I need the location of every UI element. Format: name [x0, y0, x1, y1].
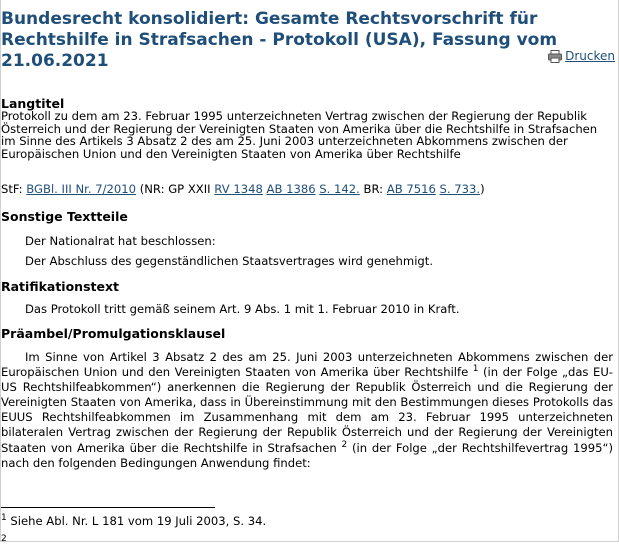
footnote-2	[1, 536, 613, 549]
langtitel-heading: Langtitel	[1, 96, 65, 111]
sonstige-heading: Sonstige Textteile	[1, 209, 128, 224]
rv-link[interactable]: RV 1348	[214, 182, 263, 196]
s-142-link[interactable]: S. 142.	[319, 182, 360, 196]
close-paren: )	[480, 182, 485, 196]
printer-icon	[548, 50, 562, 63]
br-text: BR:	[359, 182, 387, 196]
stf-prefix: StF:	[1, 182, 27, 196]
langtitel-text: Protokoll zu dem am 23. Februar 1995 unterzeichneten Vertrag zwischen der Regierung der Republik Österreich und der Regierung der Vereinigten Staaten von Amerika über die Rechtshilfe in Strafsachen im Sinne des Artikels 3 Absatz 2 des am 25. Juni 2003 unterzeichneten Abkommens zwischen der Europäischen Union und den Vereinigten Staaten von Amerika über Rechtshilfe	[1, 109, 598, 162]
footnote-1-text: Siehe Abl. Nr. L 181 vom 19 Juli 2003, S. 34.	[6, 514, 267, 528]
footnote-2-number: 2	[1, 534, 7, 545]
praeambel-paragraph	[1, 350, 613, 471]
stf-line	[1, 183, 613, 196]
ratifikation-text: Das Protokoll tritt gemäß seinem Art. 9 Abs. 1 mit 1. Februar 2010 in Kraft.	[25, 302, 460, 316]
s-733-link[interactable]: S. 733.	[439, 182, 481, 196]
praeambel-part-2: (in der Folge „das EU-US Rechtshilfeabkommen“) anerkennen die Regierung der Republik Österreich und die Regierung der Vereinigten Staaten von Amerika, dass in Übereinstimmung mit den Bestimmungen dieses Protokolls das EUUS Rechtshilfeabkommen im Zusammenhang mit dem am 23. Februar 1995 unterzeichneten bilateralen Vertrag zwischen der Regierung der Republik Österreich und der Regierung der Vereinigten Staaten von Amerika über die Rechtshilfe in Strafsachen	[1, 365, 613, 455]
footnote-1-number: 1	[1, 513, 7, 524]
praeambel-part-3: (in der Folge „der Rechtshilfevertrag 1995“) nach den folgenden Bedingungen Anwendung findet:	[1, 440, 614, 470]
footnote-ref-1[interactable]: 1	[472, 364, 479, 375]
praeambel-heading: Präambel/Promulgationsklausel	[1, 326, 226, 341]
bgbl-link[interactable]: BGBl. III Nr. 7/2010	[26, 182, 137, 196]
ab-1386-link[interactable]: AB 1386	[266, 182, 316, 196]
print-label[interactable]: Drucken	[565, 49, 615, 63]
print-link[interactable]	[548, 49, 615, 63]
praeambel-part-1: Im Sinne von Artikel 3 Absatz 2 des am 25. Juni 2003 unterzeichneten Abkommens zwischen der Europäischen Union und den Vereinigten Staaten von Amerika über Rechtshilfe	[1, 350, 613, 380]
sonstige-line-2: Der Abschluss des gegenständlichen Staatsvertrages wird genehmigt.	[25, 254, 434, 268]
page-title: Bundesrecht konsolidiert: Gesamte Rechtsvorschrift für Rechtshilfe in Strafsachen - Protokoll (USA), Fassung vom 21.06.2021	[1, 9, 558, 71]
ab-7516-link[interactable]: AB 7516	[386, 182, 436, 196]
footnote-ref-2[interactable]: 2	[341, 439, 348, 450]
nr-text: (NR: GP XXII	[136, 182, 215, 196]
sonstige-line-1: Der Nationalrat hat beschlossen:	[25, 234, 216, 248]
footnote-1	[1, 515, 613, 528]
ratifikation-heading: Ratifikationstext	[1, 279, 120, 294]
footnote-divider	[1, 507, 215, 508]
